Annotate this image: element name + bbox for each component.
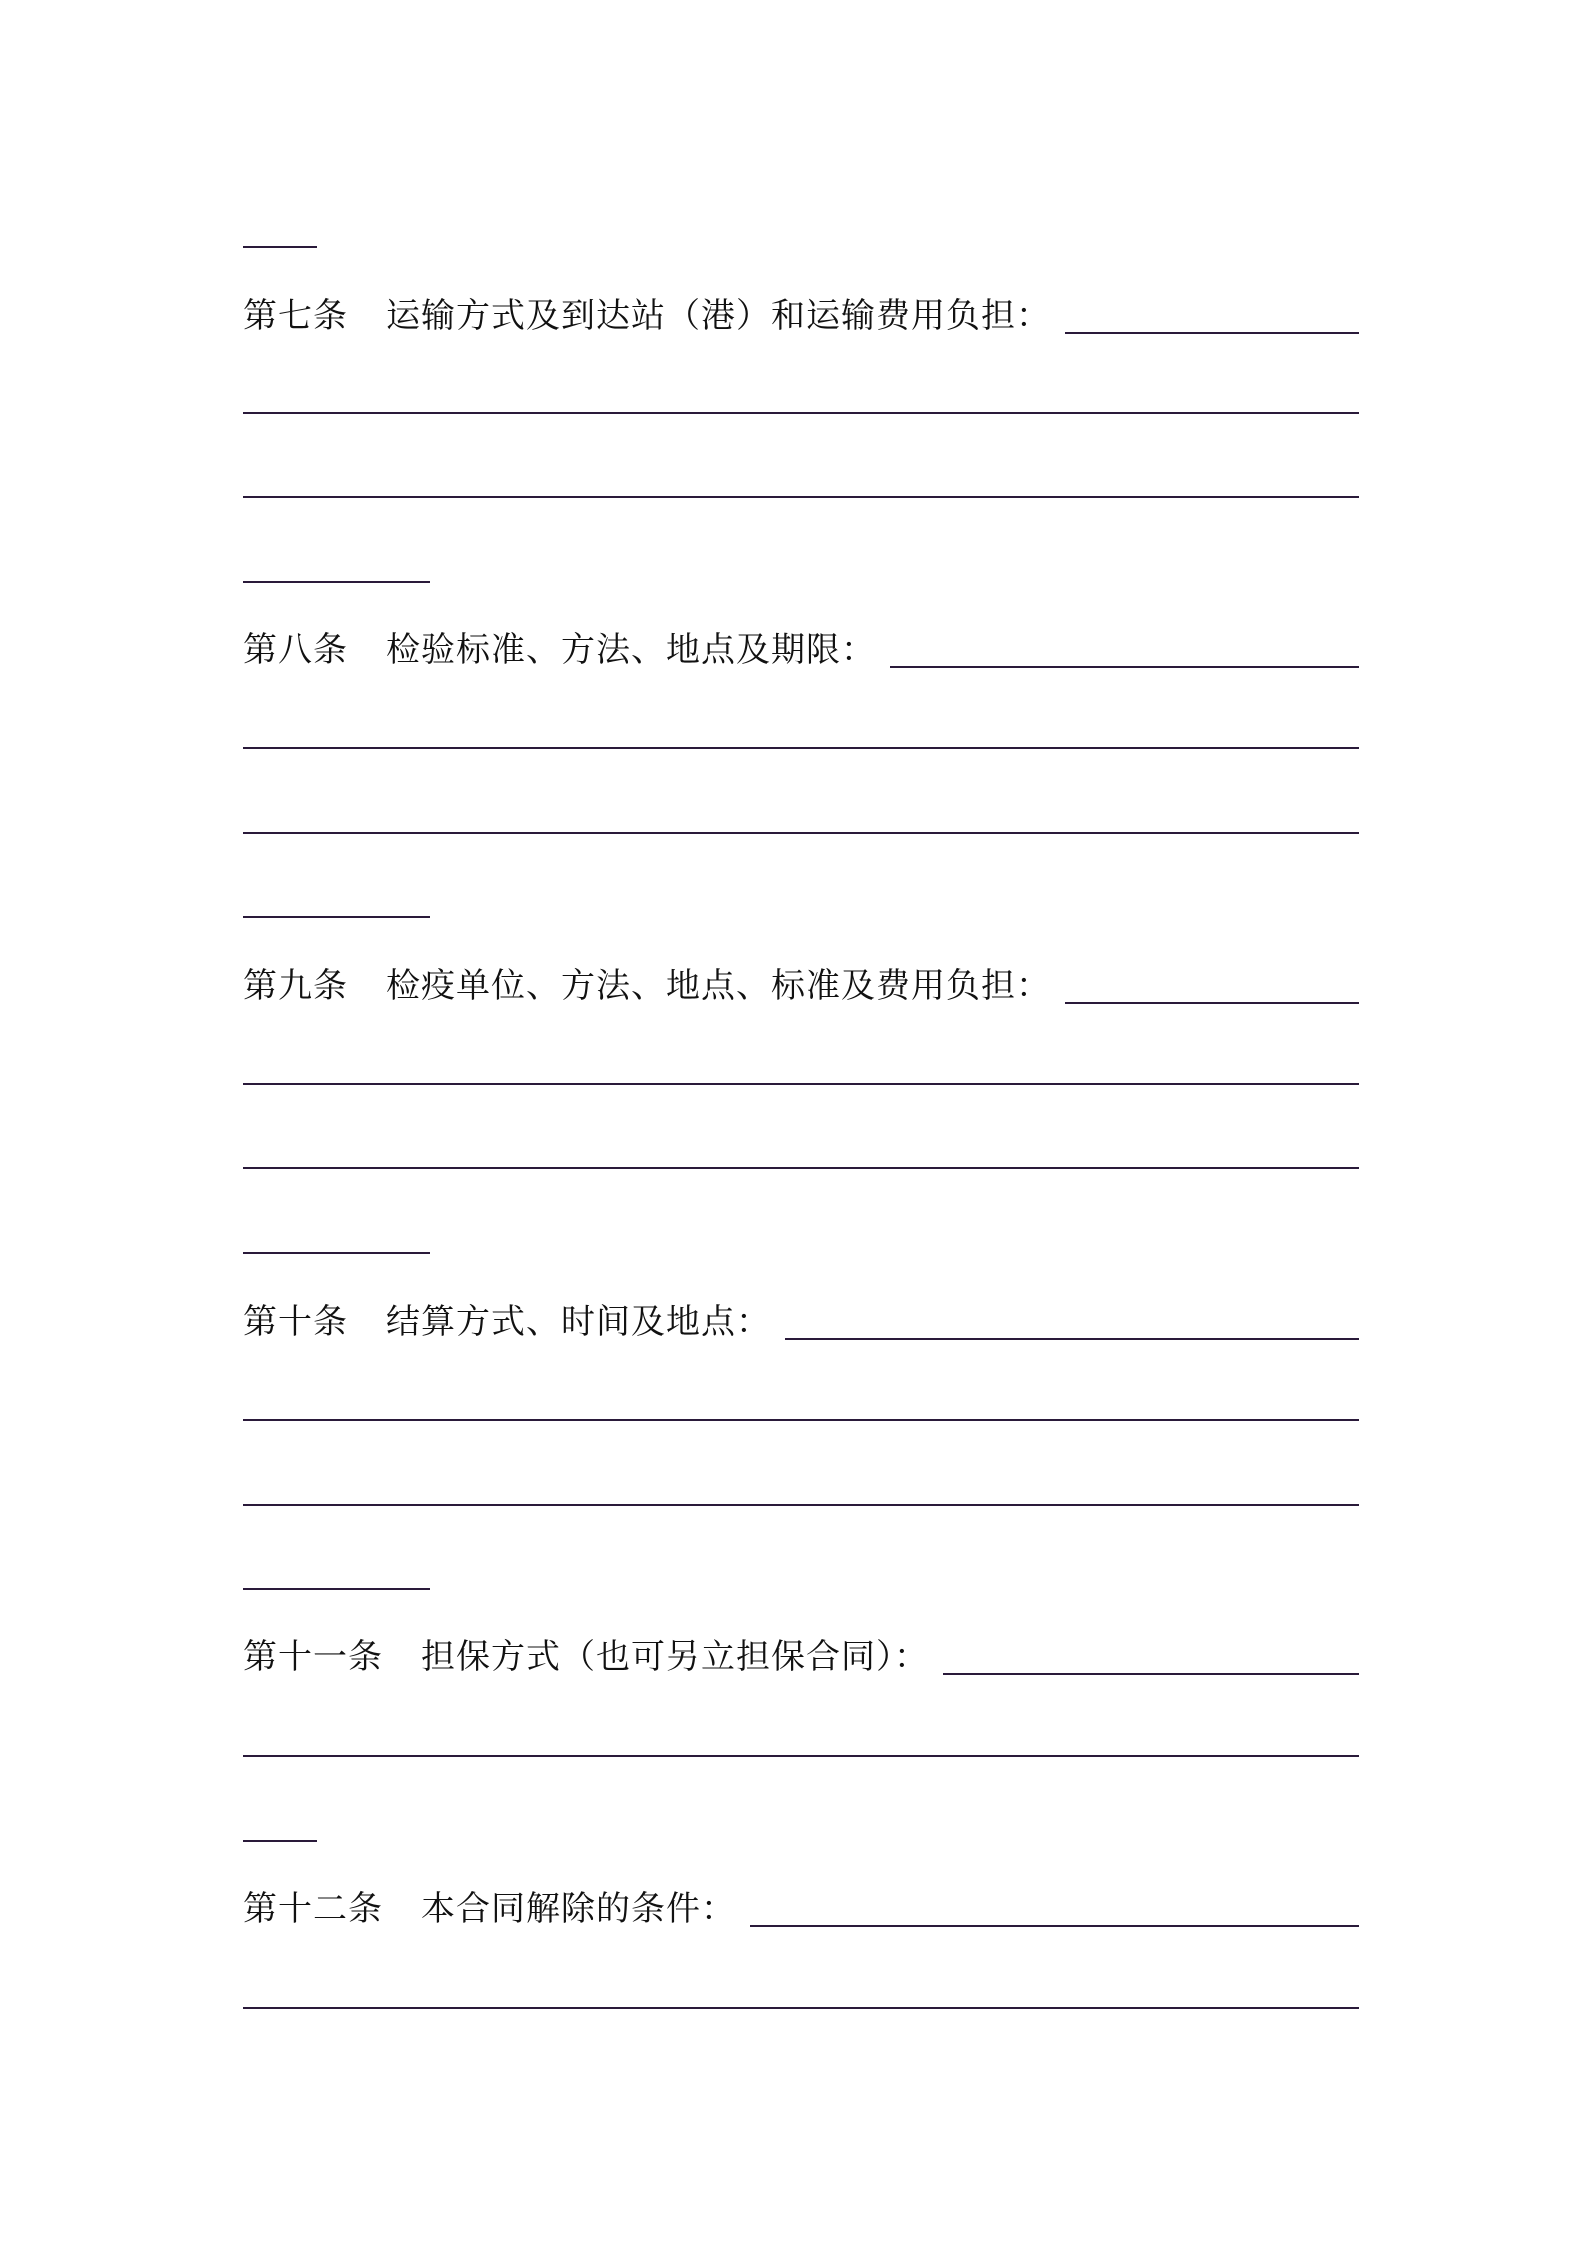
clause-title: 担保方式（也可另立担保合同）： [421,1637,929,1677]
clause-number: 第九条 [243,966,348,1006]
clause-number: 第十条 [243,1302,348,1342]
clause-number: 第八条 [243,630,348,670]
blank-line[interactable] [1065,1002,1359,1004]
blank-line[interactable] [243,747,1359,749]
blank-line[interactable] [243,832,1359,834]
clause-title: 本合同解除的条件： [421,1889,736,1929]
clause-10 [243,1294,1359,1344]
blank-line[interactable] [1065,332,1359,334]
clause-number: 第十一条 [243,1637,383,1677]
blank-line[interactable] [785,1338,1359,1340]
blank-line[interactable] [243,1840,317,1842]
blank-line[interactable] [243,1167,1359,1169]
blank-line[interactable] [243,1755,1359,1757]
blank-line[interactable] [943,1673,1359,1675]
clause-11 [243,1629,1359,1679]
blank-line[interactable] [243,581,430,583]
blank-line[interactable] [890,666,1359,668]
blank-line[interactable] [243,1252,430,1254]
blank-line[interactable] [243,1419,1359,1421]
blank-line[interactable] [243,916,430,918]
clause-title: 检疫单位、方法、地点、标准及费用负担： [386,966,1051,1006]
blank-line[interactable] [243,412,1359,414]
clause-12 [243,1881,1359,1931]
blank-line[interactable] [243,1588,430,1590]
clause-number: 第七条 [243,296,348,336]
clause-title: 检验标准、方法、地点及期限： [386,630,876,670]
clause-7 [243,288,1359,338]
clause-8 [243,622,1359,672]
blank-line[interactable] [243,1504,1359,1506]
blank-line[interactable] [750,1925,1359,1927]
clause-title: 结算方式、时间及地点： [386,1302,771,1342]
blank-line[interactable] [243,2007,1359,2009]
blank-line[interactable] [243,496,1359,498]
blank-line[interactable] [243,1083,1359,1085]
clause-9 [243,958,1359,1008]
blank-line[interactable] [243,246,317,248]
clause-number: 第十二条 [243,1889,383,1929]
clause-title: 运输方式及到达站（港）和运输费用负担： [386,296,1051,336]
